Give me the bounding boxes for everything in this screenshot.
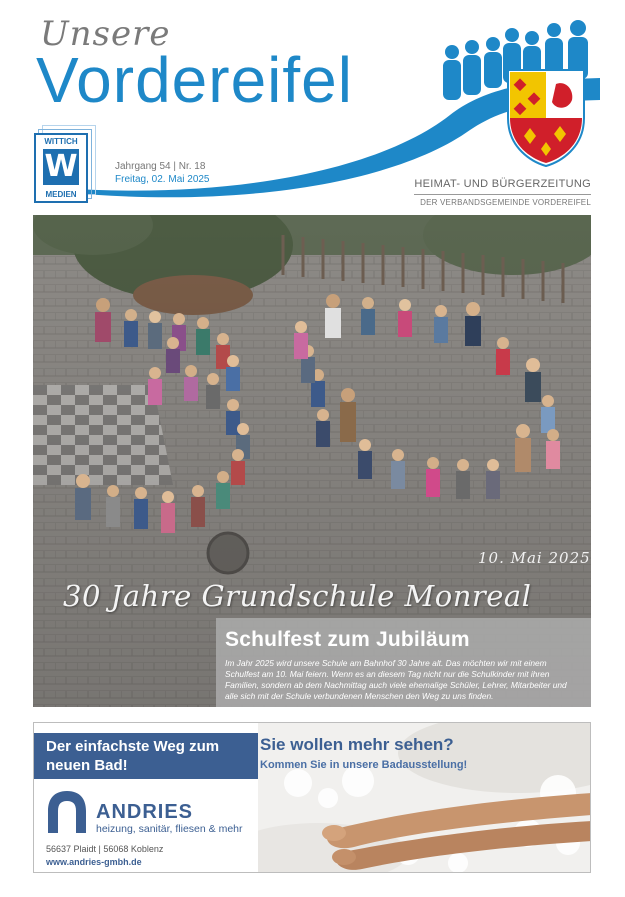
cover-photo [33,215,591,707]
publisher-w-icon: W [44,149,78,184]
ad-brand-tagline: heizung, sanitär, fliesen & mehr [96,823,243,835]
cover-teaser: Im Jahr 2025 wird unsere Schule am Bahnhof 30 Jahre alt. Das möchten wir mit einem Schulfest am 10. Mai feiern. Wenn es an diesem Tag nicht nur die Schulkinder mit ihren Familien, sondern ab dem Nachmittag auch viele ehemalige Schüler, Lehrer, Mitarbeiter und alle sich mit der Schule verbundenen Menschen den Weg zu uns finden. [225,658,567,701]
crest-icon [508,70,584,166]
ad-invitation: Kommen Sie in unsere Badausstellung! [260,759,468,771]
masthead-title: Vordereifel [36,44,353,116]
claim-line-2: DER VERBANDSGEMEINDE VORDEREIFEL [420,198,591,207]
photo-title: 30 Jahre Grundschule Monreal [63,579,532,613]
issue-date: Freitag, 02. Mai 2025 [115,174,210,185]
masthead [0,0,625,215]
andries-logo-icon [46,789,88,835]
claim-line-1: HEIMAT- UND BÜRGERZEITUNG [414,178,591,195]
ad-brand-name: ANDRIES [96,801,194,823]
cover-headline: Schulfest zum Jubiläum [225,628,470,651]
publisher-name-top: WITTICH [44,137,78,146]
ad-question: Sie wollen mehr sehen? [260,735,454,754]
ad-website-link[interactable]: www.andries-gmbh.de [46,857,142,867]
publisher-logo [34,133,88,203]
publisher-name-bottom: MEDIEN [45,190,77,199]
photo-date: 10. Mai 2025 [478,549,591,567]
issue-info [115,160,210,186]
ad-headline: Der einfachste Weg zum neuen Bad! [34,733,258,779]
newspaper-claim [414,178,591,207]
cover-caption [216,618,591,707]
masthead-title-small: Unsere [40,14,171,54]
ad-address: 56637 Plaidt | 56068 Koblenz [46,844,164,854]
issue-number: Jahrgang 54 | Nr. 18 [115,161,206,172]
advertisement-andries[interactable] [33,722,591,873]
